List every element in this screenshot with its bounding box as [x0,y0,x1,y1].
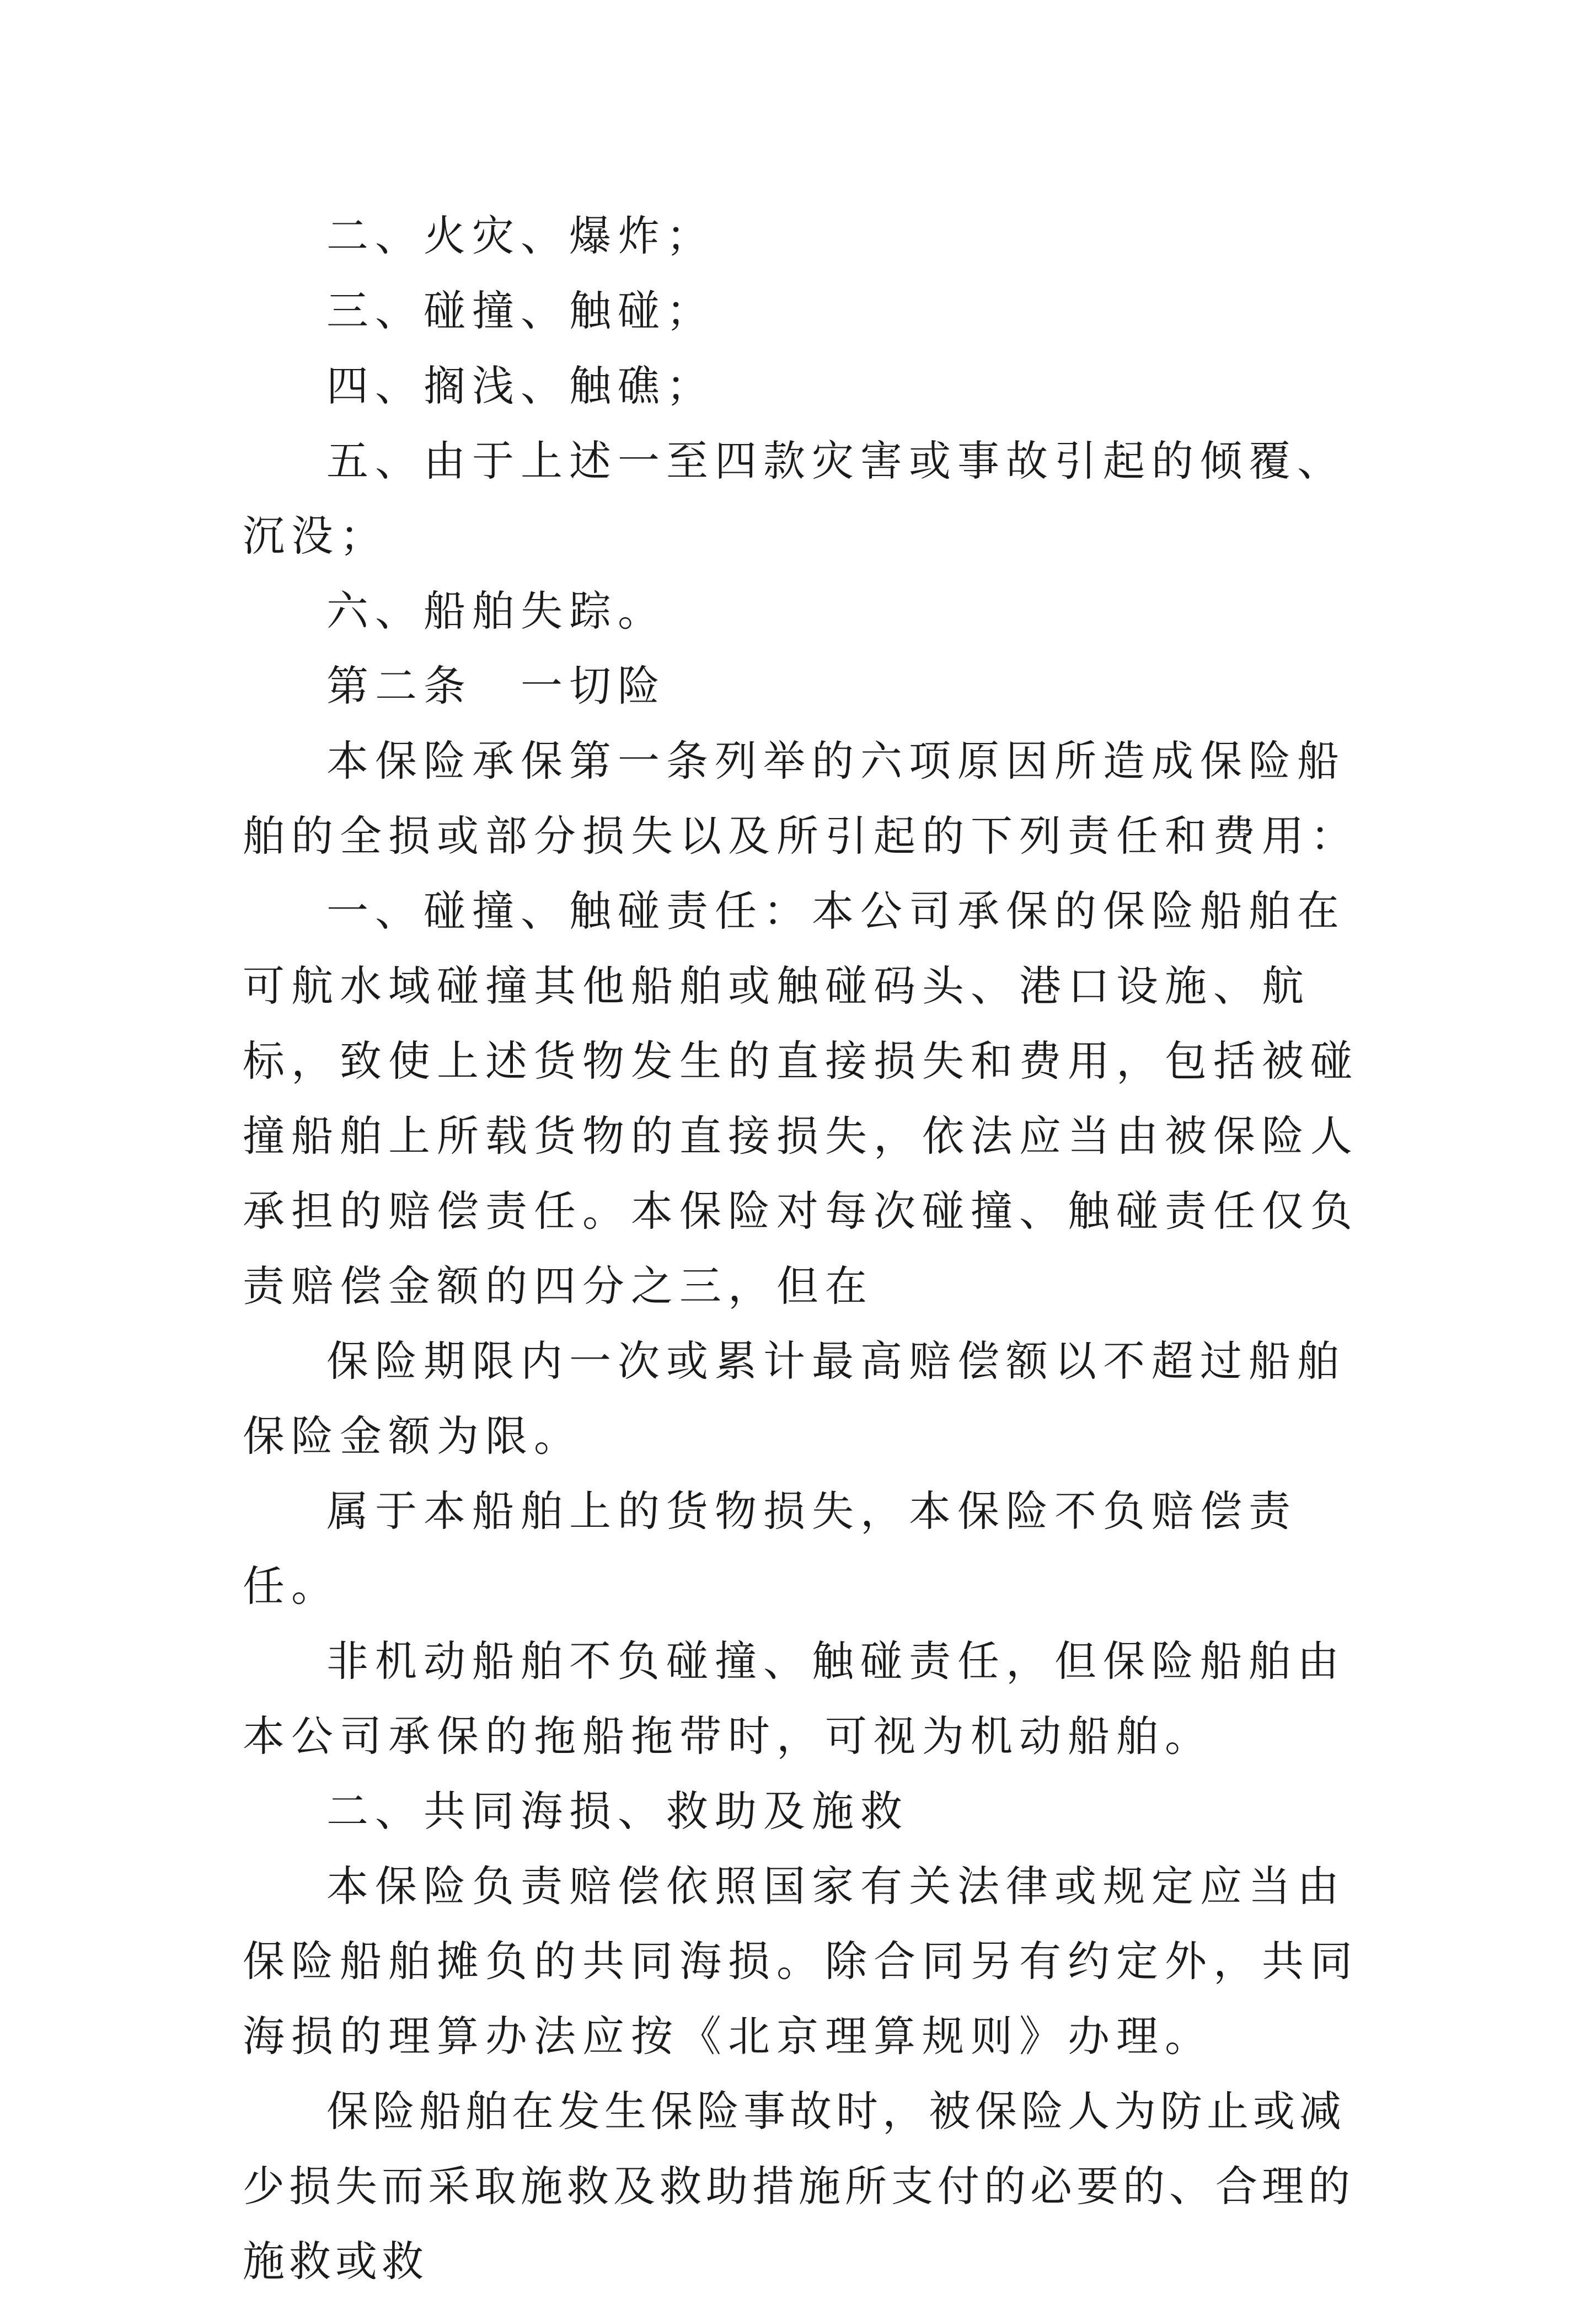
paragraph-liability-limit: 保险期限内一次或累计最高赔偿额以不超过船舶保险金额为限。 [243,1336,1346,1461]
section-heading-all-risks: 第二条 一切险 [326,661,666,710]
paragraph-capsizing: 五、由于上述一至四款灾害或事故引起的倾覆、沉没； [243,436,1346,560]
paragraph-cargo-exclusion: 属于本船舶上的货物损失，本保险不负赔偿责任。 [243,1487,1297,1611]
paragraph-grounding: 四、搁浅、触礁； [326,361,715,410]
paragraph-missing: 六、船舶失踪。 [326,586,666,635]
document-body [243,199,1368,2299]
paragraph-general-average: 本保险负责赔偿依照国家有关法律或规定应当由保险船舶摊负的共同海损。除合同另有约定外，共同海损的理算办法应按《北京理算规则》办理。 [243,1862,1359,2061]
section-heading-general-average: 二、共同海损、救助及施救 [326,1787,909,1836]
paragraph-collision-liability: 一、碰撞、触碰责任：本公司承保的保险船舶在可航水域碰撞其他船舶或触碰码头、港口设施、航标，致使上述货物发生的直接损失和费用，包括被碰撞船舶上所载货物的直接损失，依法应当由被保险人承担的赔偿责任。本保险对每次碰撞、触碰责任仅负责赔偿金额的四分之三，但在 [243,886,1359,1311]
paragraph-non-motor-vessel: 非机动船舶不负碰撞、触碰责任，但保险船舶由本公司承保的拖船拖带时，可视为机动船舶。 [243,1637,1346,1761]
paragraph-salvage: 保险船舶在发生保险事故时，被保险人为防止或减少损失而采取施救及救助措施所支付的必要的、合理的施救或救 [243,2087,1354,2286]
paragraph-collision: 三、碰撞、触碰； [326,286,715,335]
paragraph-fire-explosion: 二、火灾、爆炸； [326,211,715,260]
paragraph-coverage-intro: 本保险承保第一条列举的六项原因所造成保险船舶的全损或部分损失以及所引起的下列责任和费用： [243,736,1359,860]
